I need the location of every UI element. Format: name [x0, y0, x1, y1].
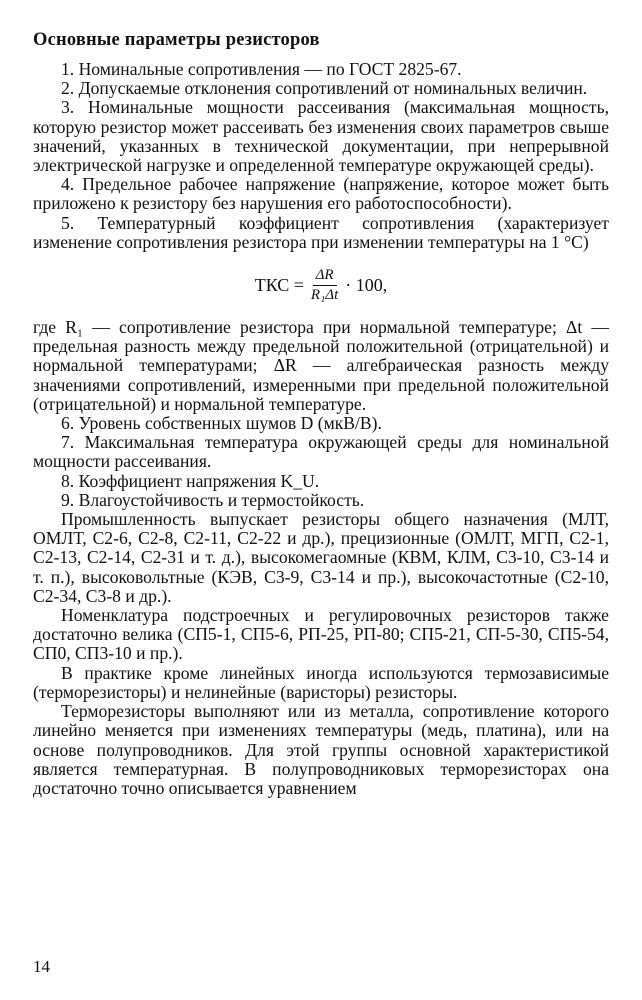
page-body: [33, 28, 609, 798]
paragraph: В практике кроме линейных иногда используются термозависимые (терморезисторы) и нелинейные (варисторы) резисторы.: [33, 662, 609, 702]
formula-lhs: ТКС =: [254, 274, 304, 295]
page-number: 14: [33, 957, 50, 976]
formula-numerator: ΔR: [313, 267, 337, 286]
paragraph: 4. Предельное рабочее напряжение (напряжение, которое может быть приложено к резистору без нарушения его работоспособности).: [33, 174, 609, 214]
paragraph: 7. Максимальная температура окружающей среды для номинальной мощности рассеивания.: [33, 432, 609, 472]
paragraph: 8. Коэффициент напряжения K_U.: [61, 470, 320, 491]
paragraph: 6. Уровень собственных шумов D (мкВ/В).: [61, 413, 382, 434]
paragraph: Терморезисторы выполняют или из металла, сопротивление которого линейно меняется при изменениях температуры (медь, платина), или на основе полупроводников. Для этой группы основной характеристикой является температурная. В полупроводниковых терморезисторах она достаточно точно описывается уравнением: [33, 701, 609, 798]
paragraph: Номенклатура подстроечных и регулировочных резисторов также достаточно велика (СП5-1, СП5-6, РП-25, РП-80; СП5-21, СП-5-30, СП5-54, СП0, СП3-10 и пр.).: [33, 605, 609, 664]
paragraph: 1. Номинальные сопротивления — по ГОСТ 2825-67.: [61, 59, 462, 79]
paragraph: 5. Температурный коэффициент сопротивления (характеризует изменение сопротивления резистора при изменении температуры на 1 °С): [33, 212, 609, 252]
formula-fraction: [308, 267, 341, 304]
paragraph: 9. Влагоустойчивость и термостойкость.: [61, 489, 365, 510]
paragraph: 2. Допускаемые отклонения сопротивлений от номинальных величин.: [61, 78, 588, 99]
formula-denominator: R₁Δt: [310, 286, 339, 303]
paragraph: где R₁ — сопротивление резистора при нормальной температуре; Δt — предельная разность между предельной положительной (отрицательной) и нормальной температурами; ΔR — алгебраическая разность между значениями сопротивлений, измеренными при предельной положительной (отрицательной) и нормальной температуре.: [33, 317, 609, 414]
paragraph: 3. Номинальные мощности рассеивания (максимальная мощность, которую резистор может рассеивать без изменения своих параметров свыше значений, указанных в технической документации, при непрерывной электрической нагрузке и определенной температуре окружающей среды).: [33, 97, 609, 176]
section-heading: Основные параметры резисторов: [33, 30, 320, 50]
paragraph: Промышленность выпускает резисторы общего назначения (МЛТ, ОМЛТ, С2-6, С2-8, С2-11, С2-22 и др.), прецизионные (ОМЛТ, МГП, С2-1, С2-13, С2-14, С2-31 и т. д.), высокомегаомные (КВМ, КЛМ, С3-10, С3-14 и т. п.), высоковольтные (КЭВ, С3-9, С3-14 и пр.), высокочастотные (С2-10, С2-34, С3-8 и др.).: [33, 509, 609, 606]
formula-rhs: · 100,: [345, 274, 388, 295]
tks-formula: [33, 252, 609, 318]
